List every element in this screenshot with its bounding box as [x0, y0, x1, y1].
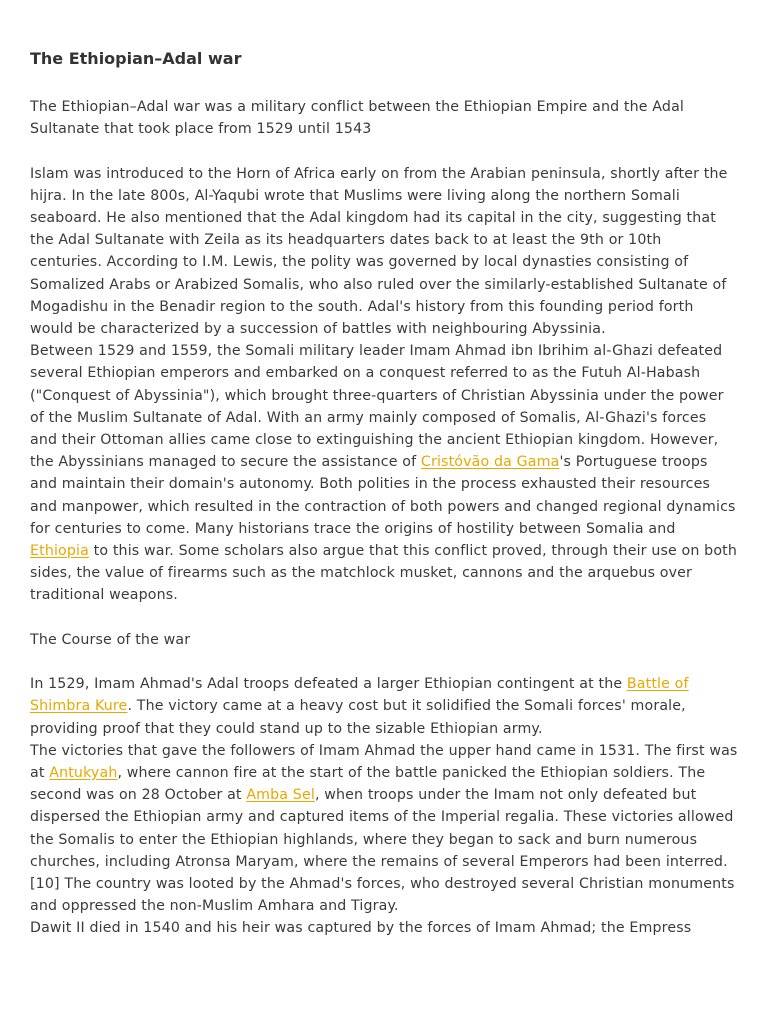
conquest-text-1: Between 1529 and 1559, the Somali military leader Imam Ahmad ibn Ibrihim al-Ghazi defeated several Ethiopian emperors and embarked on a conquest referred to as the Futuh Al-Habash ("Conquest of Abyssinia"), which brought three-quarters of Christian Abyssinia under the power of the Muslim Sultanate of Adal. With an army mainly composed of Somalis, Al-Ghazi's forces and their Ottoman allies came close to extinguishing the ancient Ethiopian kingdom. However, the Abyssinians managed to secure the assistance of [30, 343, 724, 471]
shimbra-text-2: . The victory came at a heavy cost but it solidified the Somali forces' morale, providing proof that they could stand up to the sizable Ethiopian army. [30, 698, 686, 737]
link-cristovao-da-gama[interactable]: Cristóvão da Gama [420, 454, 560, 471]
victories-text-2: , where cannon fire at the start of the battle panicked the Ethiopian soldiers. The second was on 28 October at [30, 765, 706, 804]
article-title: The Ethiopian–Adal war [30, 49, 242, 68]
paragraph-spacer [30, 651, 738, 673]
victories-text-1: The victories that gave the followers of Imam Ahmad the upper hand came in 1531. The first was at [30, 742, 738, 782]
paragraph-spacer [30, 140, 738, 162]
victories-paragraph [30, 740, 738, 918]
link-amba-sel[interactable]: Amba Sel [246, 787, 315, 804]
link-antukyah[interactable]: Antukyah [49, 765, 118, 782]
link-battle-of-shimbra-kure[interactable]: Battle of Shimbra Kure [30, 676, 689, 715]
background-paragraph: Islam was introduced to the Horn of Africa early on from the Arabian peninsula, shortly after the hijra. In the late 800s, Al-Yaqubi wrote that Muslims were living along the northern Somali seaboard. He also mentioned that the Adal kingdom had its capital in the city, suggesting that the Adal Sultanate with Zeila as its headquarters dates back to at least the 9th or 10th centuries. According to I.M. Lewis, the polity was governed by local dynasties consisting of Somalized Arabs or Arabized Somalis, who also ruled over the similarly-established Sultanate of Mogadishu in the Benadir region to the south. Adal's history from this founding period forth would be characterized by a succession of battles with neighbouring Abyssinia. [30, 165, 728, 338]
section-heading: The Course of the war [30, 631, 191, 648]
shimbra-text-1: In 1529, Imam Ahmad's Adal troops defeated a larger Ethiopian contingent at the [30, 676, 627, 693]
article [30, 48, 738, 940]
link-ethiopia[interactable]: Ethiopia [30, 543, 89, 560]
conquest-text-3: to this war. Some scholars also argue that this conflict proved, through their use on both sides, the value of firearms such as the matchlock musket, cannons and the arquebus over traditional weapons. [30, 543, 738, 604]
conquest-paragraph [30, 340, 738, 606]
victories-text-3: , when troops under the Imam not only defeated but dispersed the Ethiopian army and captured items of the Imperial regalia. These victories allowed the Somalis to enter the Ethiopian highlands, where they began to sack and burn numerous churches, including Atronsa Maryam, where the remains of several Emperors had been interred.[10] The country was looted by the Ahmad's forces, who destroyed several Christian monuments and oppressed the non-Muslim Amhara and Tigray. [30, 787, 735, 915]
dawit-paragraph: Dawit II died in 1540 and his heir was captured by the forces of Imam Ahmad; the Empress [30, 920, 692, 937]
conquest-text-2: 's Portuguese troops and maintain their domain's autonomy. Both polities in the process exhausted their resources and manpower, which resulted in the contraction of both powers and changed regional dynamics for centuries to come. Many historians trace the origins of hostility between Somalia and [30, 454, 736, 537]
paragraph-spacer [30, 607, 738, 629]
intro-paragraph: The Ethiopian–Adal war was a military conflict between the Ethiopian Empire and the Adal Sultanate that took place from 1529 until 1543 [30, 99, 684, 138]
shimbra-paragraph [30, 673, 738, 740]
